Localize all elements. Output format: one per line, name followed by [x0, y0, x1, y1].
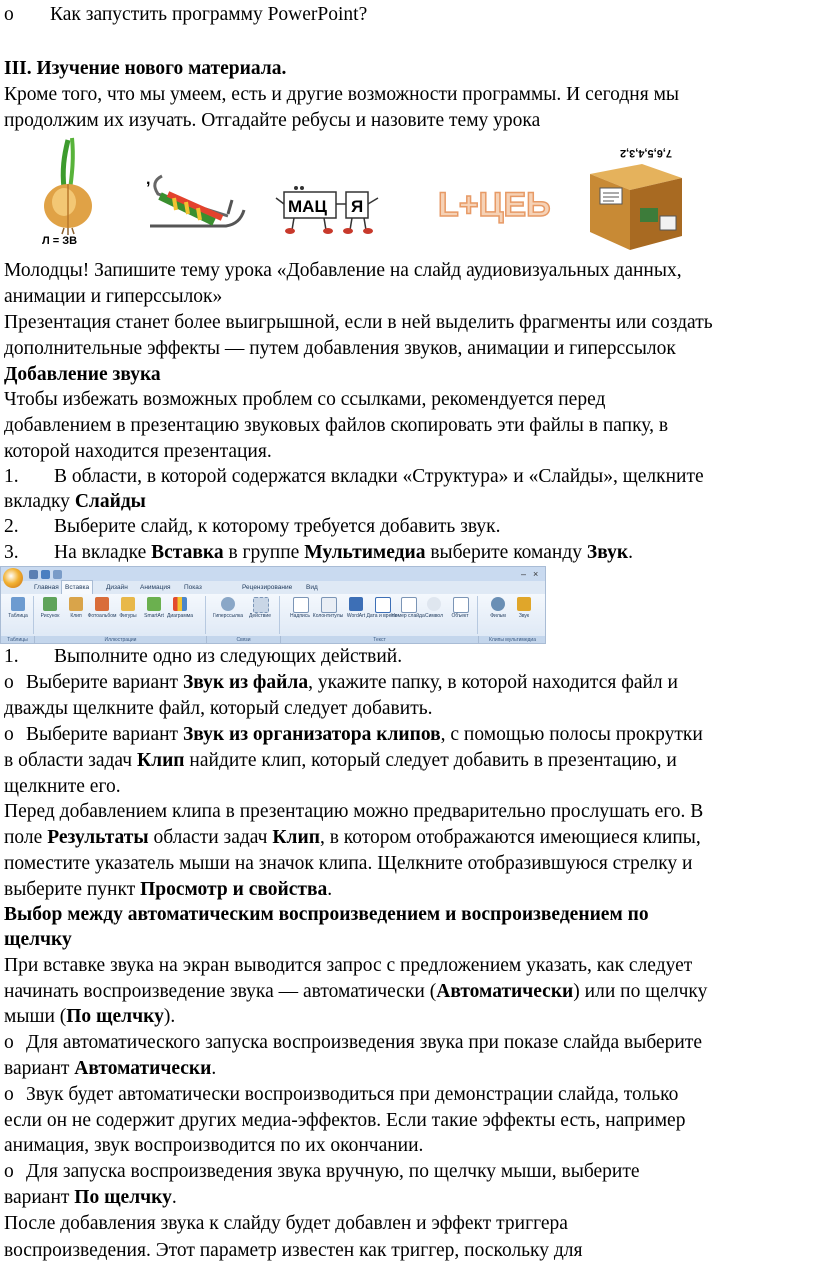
paragraph-line: вариант Автоматически. [4, 1058, 217, 1079]
group-links-label: Связи [207, 636, 281, 644]
save-icon[interactable] [29, 570, 38, 579]
textbox-button[interactable]: Надпись [287, 597, 313, 629]
datetime-icon [375, 597, 391, 613]
shapes-button[interactable]: Фигуры [115, 597, 141, 629]
action-icon [253, 597, 269, 613]
symbol-icon [427, 597, 441, 611]
datetime-button[interactable]: Дата и время [369, 597, 395, 629]
numbered-step: 2. Выберите слайд, к которому требуется добавить звук. [4, 516, 501, 537]
ribbon-title-bar [1, 567, 545, 581]
question-line: o Как запустить программу PowerPoint? [4, 4, 368, 25]
numbered-step: 1. Выполните одно из следующих действий. [4, 646, 403, 667]
chart-icon [173, 597, 187, 611]
office-button-icon[interactable] [3, 568, 23, 588]
wordart-button[interactable]: WordArt [343, 597, 369, 629]
close-icon[interactable]: × [533, 569, 539, 579]
paragraph-line: поместите указатель мыши на значок клипа. Щелкните отобразившуюся стрелку и [4, 853, 693, 874]
bullet-item: o Для запуска воспроизведения звука вручную, по щелчку мыши, выберите [4, 1161, 640, 1182]
slide-number-button[interactable]: Номер слайда [395, 597, 421, 629]
tab-slideshow[interactable]: Показ [184, 584, 202, 591]
mazi-word: МАЦ [288, 197, 327, 216]
paragraph-line: Кроме того, что мы умеем, есть и другие возможности программы. И сегодня мы [4, 84, 680, 105]
bullet-item: o Выберите вариант Звук из файла, укажите папку, в которой находится файл и [4, 672, 678, 693]
smartart-icon [147, 597, 161, 611]
paragraph-line: Молодцы! Запишите тему урока «Добавление на слайд аудиовизуальных данных, [4, 260, 682, 281]
paragraph-line: При вставке звука на экран выводится запрос с предложением указать, как следует [4, 955, 693, 976]
subheading-sound: Добавление звука [4, 364, 161, 385]
ribbon-body [1, 594, 545, 644]
rebus-lceh-image [436, 180, 572, 224]
photo-album-icon [95, 597, 109, 611]
box-numbers: 7,6,5,4,3,2 [620, 147, 672, 159]
sound-icon [517, 597, 531, 611]
paragraph-line: начинать воспроизведение звука — автоматически (Автоматически) или по щелчку [4, 981, 708, 1002]
group-illustrations-label: Иллюстрации [35, 636, 207, 644]
paragraph-line: которой находится презентация. [4, 441, 272, 462]
paragraph-line: дважды щелкните файл, который следует добавить. [4, 698, 433, 719]
subheading-autoplay-cont: щелчку [4, 929, 72, 950]
paragraph-line: Перед добавлением клипа в презентацию можно предварительно прослушать его. В [4, 801, 704, 822]
tab-review[interactable]: Рецензирование [242, 584, 293, 591]
undo-icon[interactable] [41, 570, 50, 579]
movie-icon [491, 597, 505, 611]
group-tables-label: Таблицы [1, 636, 35, 644]
movie-button[interactable]: Фильм [485, 597, 511, 629]
bullet-item: o Выберите вариант Звук из организатора клипов, с помощью полосы прокрутки [4, 724, 703, 745]
textbox-icon [293, 597, 309, 613]
tab-animation[interactable]: Анимация [140, 584, 171, 591]
paragraph-line: Презентация станет более выигрышной, если в ней выделить фрагменты или создать [4, 312, 713, 333]
paragraph-line: поле Результаты области задач Клип, в котором отображаются имеющиеся клипы, [4, 827, 701, 848]
wordart-icon [349, 597, 363, 611]
slide-number-icon [401, 597, 417, 613]
shapes-icon [121, 597, 135, 611]
photo-album-button[interactable]: Фотоальбом [89, 597, 115, 629]
hyperlink-button[interactable]: Гиперссылка [215, 597, 241, 629]
group-media-label: Клипы мультимедиа [479, 636, 546, 644]
lceh-text: L+ЦЕЬ [438, 186, 551, 224]
table-button[interactable]: Таблица [5, 597, 31, 629]
hyperlink-icon [221, 597, 235, 611]
paragraph-line: продолжим их изучать. Отгадайте ребусы и назовите тему урока [4, 110, 541, 131]
rebus-sled-image [140, 166, 252, 234]
group-text-label: Текст [281, 636, 479, 644]
symbol-button[interactable]: Символ [421, 597, 447, 629]
chart-button[interactable]: Диаграмма [167, 597, 193, 629]
object-icon [453, 597, 469, 613]
bullet-item: o Для автоматического запуска воспроизведения звука при показе слайда выберите [4, 1032, 703, 1053]
subheading-autoplay: Выбор между автоматическим воспроизведением и воспроизведением по [4, 904, 649, 925]
clip-button[interactable]: Клип [63, 597, 89, 629]
tab-home[interactable]: Главная [34, 584, 59, 591]
paragraph-line: добавлением в презентацию звуковых файлов скопировать эти файлы в папку, в [4, 415, 669, 436]
powerpoint-ribbon-image [0, 566, 546, 644]
paragraph-line: воспроизведения. Этот параметр известен как триггер, поскольку для [4, 1240, 583, 1261]
paragraph-line: После добавления звука к слайду будет добавлен и эффект триггера [4, 1213, 568, 1234]
paragraph-line: в области задач Клип найдите клип, который следует добавить в презентацию, и [4, 750, 677, 771]
svg-text:,: , [146, 171, 151, 188]
redo-icon[interactable] [53, 570, 62, 579]
sound-button[interactable]: Звук [511, 597, 537, 629]
minimize-icon[interactable]: – [521, 569, 527, 579]
header-footer-icon [321, 597, 337, 613]
table-icon [11, 597, 25, 611]
smartart-button[interactable]: SmartArt [141, 597, 167, 629]
paragraph-line: мыши (По щелчку). [4, 1006, 176, 1027]
picture-button[interactable]: Рисунок [37, 597, 63, 629]
paragraph-line: Чтобы избежать возможных проблем со ссылками, рекомендуется перед [4, 389, 606, 410]
tab-view[interactable]: Вид [306, 584, 318, 591]
numbered-step: 3. На вкладке Вставка в группе Мультимедиа выберите команду Звук. [4, 542, 633, 563]
paragraph-line: дополнительные эффекты — путем добавления звуков, анимации и гиперссылок [4, 338, 676, 359]
object-button[interactable]: Объект [447, 597, 473, 629]
rebus-onion-image [34, 136, 104, 248]
group-separator [205, 596, 206, 634]
group-separator [477, 596, 478, 634]
rebus-box-image [586, 144, 690, 252]
tab-insert[interactable]: Вставка [61, 580, 93, 594]
tab-design[interactable]: Дизайн [106, 584, 128, 591]
group-separator [279, 596, 280, 634]
paragraph-line: вкладку Слайды [4, 491, 146, 512]
paragraph-line: анимация, звук воспроизводится по их окончании. [4, 1135, 424, 1156]
section-heading: III. Изучение нового материала. [4, 58, 287, 79]
action-button[interactable]: Действие [247, 597, 273, 629]
header-footer-button[interactable]: Колонтитулы [315, 597, 341, 629]
rebus-mazi-image [274, 184, 386, 236]
bullet-item: o Звук будет автоматически воспроизводиться при демонстрации слайда, только [4, 1084, 679, 1105]
paragraph-line: вариант По щелчку. [4, 1187, 177, 1208]
onion-caption: Л = ЗВ [42, 235, 78, 247]
paragraph-line: анимации и гиперссылок» [4, 286, 223, 307]
paragraph-line: щелкните его. [4, 776, 121, 797]
mazi-letter: Я [351, 197, 364, 216]
picture-icon [43, 597, 57, 611]
numbered-step: 1. В области, в которой содержатся вкладки «Структура» и «Слайды», щелкните [4, 466, 704, 487]
clip-icon [69, 597, 83, 611]
paragraph-line: выберите пункт Просмотр и свойства. [4, 879, 333, 900]
paragraph-line: если он не содержит других медиа-эффектов. Если такие эффекты есть, например [4, 1110, 686, 1131]
